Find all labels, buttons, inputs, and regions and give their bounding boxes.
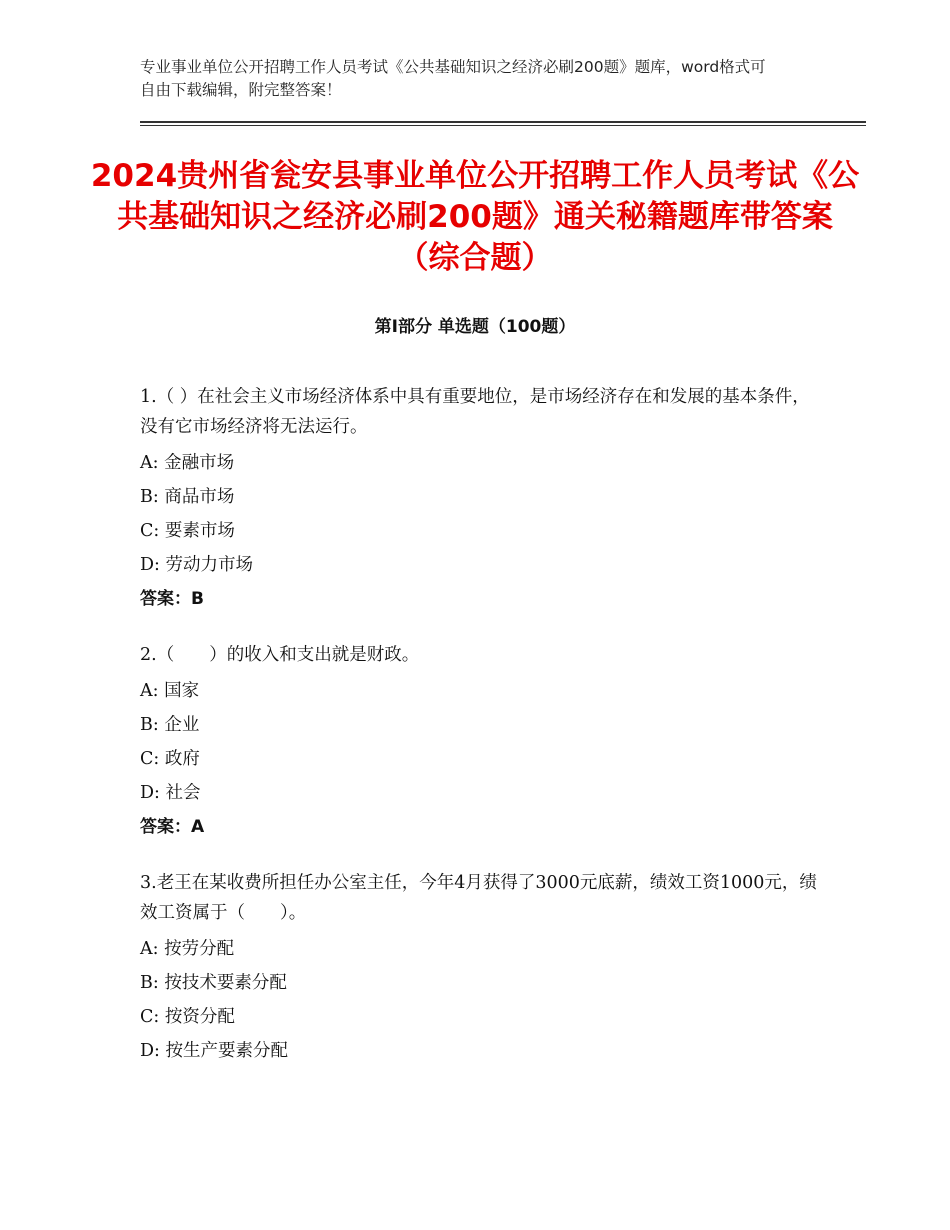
question-stem: 1.（ ）在社会主义市场经济体系中具有重要地位，是市场经济存在和发展的基本条件，没有它市场经济将无法运行。: [140, 387, 810, 437]
option-b: B: 商品市场: [140, 487, 235, 507]
question-stem: 3.老王在某收费所担任办公室主任，今年4月获得了3000元底薪，绩效工资1000元，绩效工资属于（ ）。: [140, 873, 817, 923]
question-1: [140, 382, 820, 616]
question-list: [140, 382, 820, 1092]
document-title: 2024贵州省瓮安县事业单位公开招聘工作人员考试《公共基础知识之经济必刷200题》通关秘籍题库带答案（综合题）: [90, 158, 860, 276]
header-note: 专业事业单位公开招聘工作人员考试《公共基础知识之经济必刷200题》题库，word格式可自由下载编辑，附完整答案！: [140, 58, 766, 99]
option-c: C: 要素市场: [140, 521, 235, 541]
header-rule-thin: [140, 125, 866, 126]
option-a: A: 按劳分配: [140, 939, 235, 959]
answer: 答案：A: [140, 817, 205, 837]
option-c: C: 按资分配: [140, 1007, 235, 1027]
option-b: B: 按技术要素分配: [140, 973, 287, 993]
option-d: D: 社会: [140, 783, 201, 803]
section-title: 第Ⅰ部分 单选题（100题）: [374, 317, 576, 337]
option-d: D: 劳动力市场: [140, 555, 253, 575]
header-rule-thick: [140, 121, 866, 123]
question-stem: 2.（ ）的收入和支出就是财政。: [140, 645, 420, 665]
option-b: B: 企业: [140, 715, 200, 735]
option-a: A: 金融市场: [140, 453, 235, 473]
option-a: A: 国家: [140, 681, 200, 701]
question-2: [140, 640, 820, 844]
answer: 答案：B: [140, 589, 204, 609]
question-3: [140, 868, 820, 1068]
option-c: C: 政府: [140, 749, 200, 769]
option-d: D: 按生产要素分配: [140, 1041, 288, 1061]
